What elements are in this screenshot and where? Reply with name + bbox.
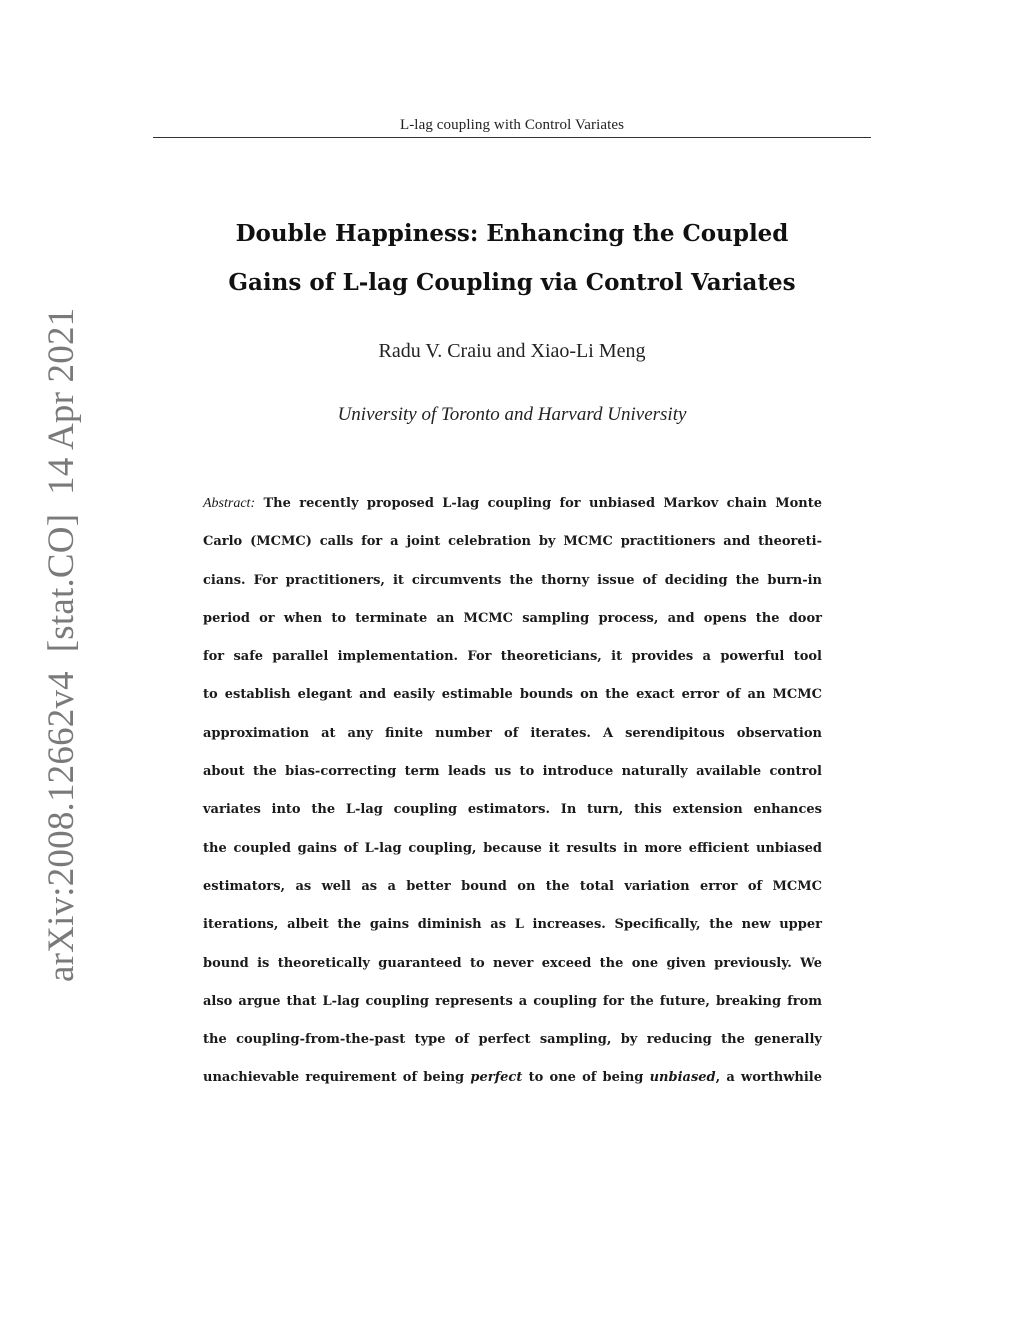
abstract-line: cians. For practitioners, it circumvents the thorny issue of deciding the burn-in [203, 572, 822, 588]
abstract-line [203, 490, 822, 528]
abstract-line: about the bias-correcting term leads us to introduce naturally available control [203, 764, 822, 780]
running-head: L-lag coupling with Control Variates [399, 117, 625, 133]
abstract-line: also argue that L-lag coupling represents a coupling for the future, breaking from [203, 993, 822, 1009]
abstract-line: the coupling-from-the-past type of perfect sampling, by reducing the generally [203, 1032, 822, 1048]
abstract-line-text: The recently proposed L-lag coupling for unbiased Markov chain Monte [263, 496, 823, 511]
abstract-line [203, 1064, 822, 1102]
abstract-line: the coupled gains of L-lag coupling, because it results in more efficient unbiased [203, 840, 822, 856]
header-rule [153, 137, 871, 138]
abstract-line: Carlo (MCMC) calls for a joint celebration by MCMC practitioners and theoreti- [203, 534, 822, 550]
abstract-line: for safe parallel implementation. For theoreticians, it provides a powerful tool [203, 649, 822, 665]
authors: Radu V. Craiu and Xiao-Li Meng [378, 340, 646, 362]
paper-title-line-1: Double Happiness: Enhancing the Coupled [235, 220, 789, 247]
paper-title-line-2: Gains of L-lag Coupling via Control Variates [228, 269, 796, 296]
abstract-line: variates into the L-lag coupling estimators. In turn, this extension enhances [203, 802, 822, 818]
abstract-line: to establish elegant and easily estimable bounds on the exact error of an MCMC [203, 687, 822, 703]
abstract-line: bound is theoretically guaranteed to never exceed the one given previously. We [203, 955, 822, 971]
emphasis-perfect: perfect [470, 1070, 523, 1086]
emphasis-unbiased: unbiased [649, 1070, 716, 1086]
abstract [203, 490, 822, 1103]
abstract-text: to one of being [522, 1070, 650, 1086]
abstract-line: iterations, albeit the gains diminish as L increases. Specifically, the new upper [203, 917, 822, 933]
abstract-line: approximation at any finite number of iterates. A serendipitous observation [203, 725, 822, 741]
abstract-line: estimators, as well as a better bound on the total variation error of MCMC [203, 878, 822, 894]
abstract-text: unachievable requirement of being [203, 1070, 471, 1086]
abstract-line: period or when to terminate an MCMC sampling process, and opens the door [203, 610, 822, 626]
abstract-label: Abstract: [203, 496, 256, 511]
arxiv-identifier-stamp: arXiv:2008.12662v4 [stat.CO] 14 Apr 2021 [41, 307, 82, 982]
abstract-text: , a worthwhile [715, 1070, 822, 1086]
affiliation: University of Toronto and Harvard University [337, 404, 687, 425]
